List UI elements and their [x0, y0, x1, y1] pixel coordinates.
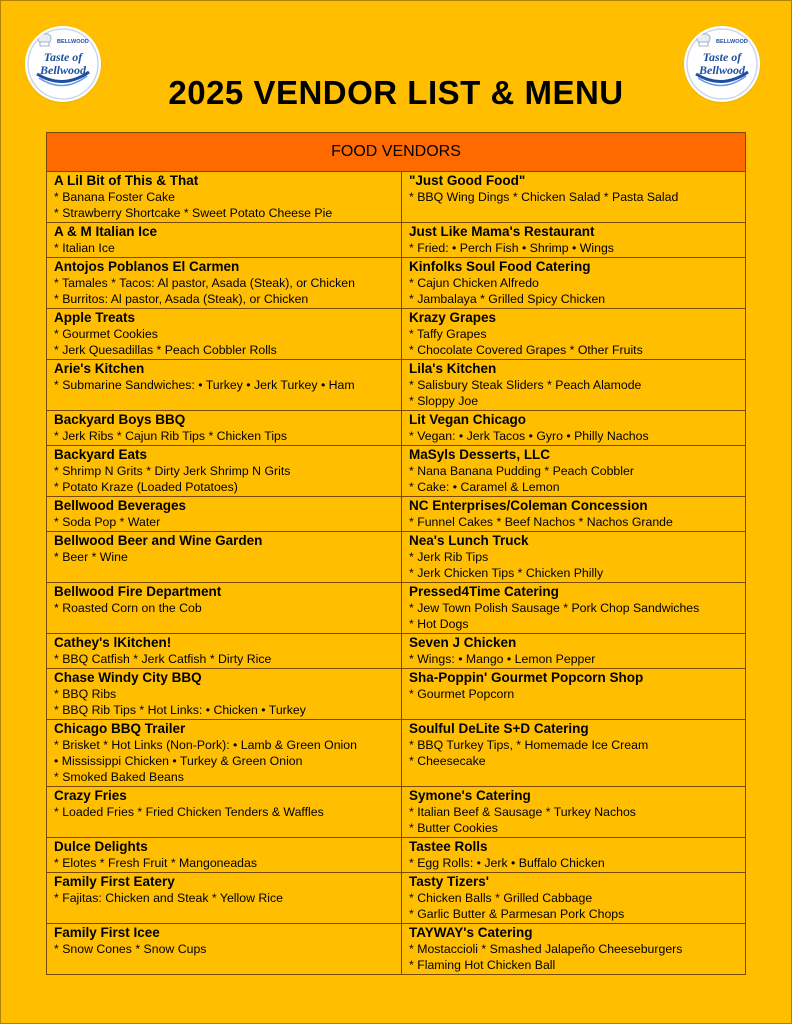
- vendor-name: Tastee Rolls: [409, 839, 488, 854]
- vendor-name: "Just Good Food": [409, 173, 526, 188]
- menu-item-line: * Jerk Ribs * Cajun Rib Tips * Chicken Tips: [54, 429, 288, 443]
- menu-item-line: * Strawberry Shortcake * Sweet Potato Cheese Pie: [54, 206, 333, 220]
- vendor-cell: [47, 258, 402, 309]
- vendor-name: Backyard Boys BBQ: [54, 412, 186, 427]
- vendor-cell: [402, 497, 746, 532]
- vendor-name: Sha-Poppin' Gourmet Popcorn Shop: [409, 670, 644, 685]
- menu-item-line: * Garlic Butter & Parmesan Pork Chops: [409, 907, 625, 921]
- vendor-cell: [47, 223, 402, 258]
- vendor-name: Just Like Mama's Restaurant: [409, 224, 595, 239]
- menu-item-line: * Soda Pop * Water: [54, 515, 161, 529]
- vendor-name: Bellwood Beverages: [54, 498, 187, 513]
- menu-item-line: * Hot Dogs: [409, 617, 469, 631]
- food-vendors-table: [46, 132, 746, 975]
- vendor-cell: [47, 497, 402, 532]
- menu-item-line: * Funnel Cakes * Beef Nachos * Nachos Grande: [409, 515, 673, 529]
- vendor-name: Antojos Poblanos El Carmen: [54, 259, 240, 274]
- vendor-cell: [47, 634, 402, 669]
- logo-top-text: BELLWOOD: [57, 39, 89, 45]
- menu-item-line: * Mostaccioli * Smashed Jalapeño Cheeseburgers: [409, 942, 683, 956]
- menu-item-line: * Chocolate Covered Grapes * Other Fruits: [409, 343, 643, 357]
- vendor-name: Bellwood Beer and Wine Garden: [54, 533, 263, 548]
- vendor-cell: [402, 720, 746, 787]
- vendor-cell: [402, 258, 746, 309]
- menu-item-line: * Brisket * Hot Links (Non-Pork): • Lamb & Green Onion: [54, 738, 357, 752]
- vendor-name: Lit Vegan Chicago: [409, 412, 527, 427]
- vendor-cell: [47, 583, 402, 634]
- logo-line2: Bellwood: [698, 63, 746, 77]
- menu-item-line: * Tamales * Tacos: Al pastor, Asada (Steak), or Chicken: [54, 276, 355, 290]
- menu-item-line: * BBQ Turkey Tips, * Homemade Ice Cream: [409, 738, 649, 752]
- menu-item-line: * Jerk Quesadillas * Peach Cobbler Rolls: [54, 343, 277, 357]
- table-row: [47, 446, 746, 497]
- table-row: [47, 258, 746, 309]
- table-row: [47, 669, 746, 720]
- vendor-name: Pressed4Time Catering: [409, 584, 559, 599]
- menu-item-line: * Fajitas: Chicken and Steak * Yellow Rice: [54, 891, 283, 905]
- vendor-name: Tasty Tizers': [409, 874, 489, 889]
- logo-line1: Taste of: [702, 50, 742, 64]
- vendor-name: Krazy Grapes: [409, 310, 497, 325]
- menu-item-line: * Submarine Sandwiches: • Turkey • Jerk Turkey • Ham: [54, 378, 355, 392]
- vendor-cell: [47, 172, 402, 223]
- page-title: 2025 VENDOR LIST & MENU: [168, 74, 624, 111]
- vendor-name: Soulful DeLite S+D Catering: [409, 721, 589, 736]
- vendor-name: Seven J Chicken: [409, 635, 517, 650]
- vendor-name: Backyard Eats: [54, 447, 148, 462]
- menu-item-line: * Flaming Hot Chicken Ball: [409, 958, 556, 972]
- menu-item-line: * Jerk Chicken Tips * Chicken Philly: [409, 566, 604, 580]
- vendor-name: NC Enterprises/Coleman Concession: [409, 498, 648, 513]
- menu-item-line: • Mississippi Chicken • Turkey & Green Onion: [54, 754, 303, 768]
- menu-item-line: * Wings: • Mango • Lemon Pepper: [409, 652, 596, 666]
- menu-item-line: * Beer * Wine: [54, 550, 128, 564]
- vendor-cell: [402, 411, 746, 446]
- logo-line2: Bellwood: [39, 63, 87, 77]
- vendor-name: Family First Eatery: [54, 874, 175, 889]
- menu-item-line: * Salisbury Steak Sliders * Peach Alamode: [409, 378, 642, 392]
- vendor-cell: [47, 720, 402, 787]
- vendor-name: Family First Icee: [54, 925, 160, 940]
- vendor-name: Symone's Catering: [409, 788, 531, 803]
- table-row: [47, 497, 746, 532]
- menu-item-line: * Jambalaya * Grilled Spicy Chicken: [409, 292, 606, 306]
- menu-item-line: * Cake: • Caramel & Lemon: [409, 480, 560, 494]
- menu-item-line: * Jerk Rib Tips: [409, 550, 489, 564]
- table-row: [47, 838, 746, 873]
- vendor-cell: [402, 532, 746, 583]
- vendor-cell: [402, 223, 746, 258]
- table-row: [47, 411, 746, 446]
- menu-item-line: * Smoked Baked Beans: [54, 770, 184, 784]
- table-row: [47, 873, 746, 924]
- vendor-name: Arie's Kitchen: [54, 361, 145, 376]
- vendor-cell: [402, 838, 746, 873]
- menu-item-line: * Vegan: • Jerk Tacos • Gyro • Philly Nachos: [409, 429, 649, 443]
- menu-item-line: * Cajun Chicken Alfredo: [409, 276, 539, 290]
- menu-item-line: * BBQ Rib Tips * Hot Links: • Chicken • Turkey: [54, 703, 306, 717]
- table-row: [47, 634, 746, 669]
- menu-item-line: * Shrimp N Grits * Dirty Jerk Shrimp N Grits: [54, 464, 291, 478]
- menu-item-line: * Potato Kraze (Loaded Potatoes): [54, 480, 238, 494]
- vendor-cell: [402, 669, 746, 720]
- vendor-cell: [402, 309, 746, 360]
- menu-item-line: * Gourmet Cookies: [54, 327, 158, 341]
- vendor-name: Chicago BBQ Trailer: [54, 721, 186, 736]
- menu-item-line: * Banana Foster Cake: [54, 190, 175, 204]
- menu-item-line: * BBQ Wing Dings * Chicken Salad * Pasta Salad: [409, 190, 679, 204]
- vendor-cell: [402, 787, 746, 838]
- table-row: [47, 924, 746, 975]
- table-row: [47, 532, 746, 583]
- vendor-cell: [402, 446, 746, 497]
- vendor-cell: [47, 924, 402, 975]
- table-row: [47, 223, 746, 258]
- menu-item-line: * Fried: • Perch Fish • Shrimp • Wings: [409, 241, 614, 255]
- vendor-rows: [47, 172, 746, 975]
- vendor-cell: [402, 583, 746, 634]
- menu-item-line: * Burritos: Al pastor, Asada (Steak), or Chicken: [54, 292, 309, 306]
- vendor-name: Kinfolks Soul Food Catering: [409, 259, 591, 274]
- vendor-cell: [47, 309, 402, 360]
- vendor-name: Chase Windy City BBQ: [54, 670, 202, 685]
- menu-item-line: * BBQ Ribs: [54, 687, 117, 701]
- vendor-name: Cathey's lKitchen!: [54, 635, 172, 650]
- vendor-name: Dulce Delights: [54, 839, 148, 854]
- menu-item-line: * Chicken Balls * Grilled Cabbage: [409, 891, 593, 905]
- logo-top-text: BELLWOOD: [716, 39, 748, 45]
- menu-item-line: * Taffy Grapes: [409, 327, 487, 341]
- table-row: [47, 720, 746, 787]
- vendor-cell: [47, 838, 402, 873]
- vendor-cell: [47, 360, 402, 411]
- menu-item-line: * Egg Rolls: • Jerk • Buffalo Chicken: [409, 856, 605, 870]
- logo-line1: Taste of: [43, 50, 83, 64]
- vendor-cell: [402, 924, 746, 975]
- table-row: [47, 360, 746, 411]
- vendor-name: Bellwood Fire Department: [54, 584, 222, 599]
- food-vendors-header: FOOD VENDORS: [47, 133, 746, 172]
- vendor-name: MaSyls Desserts, LLC: [409, 447, 551, 462]
- table-header-row: [47, 133, 746, 172]
- menu-item-line: * Italian Beef & Sausage * Turkey Nachos: [409, 805, 636, 819]
- menu-item-line: * Cheesecake: [409, 754, 486, 768]
- menu-item-line: * Elotes * Fresh Fruit * Mangoneadas: [54, 856, 258, 870]
- vendor-cell: [47, 669, 402, 720]
- menu-item-line: * Gourmet Popcorn: [409, 687, 515, 701]
- table-row: [47, 309, 746, 360]
- vendor-name: A & M Italian Ice: [54, 224, 158, 239]
- vendor-cell: [47, 532, 402, 583]
- menu-item-line: * Loaded Fries * Fried Chicken Tenders & Waffles: [54, 805, 324, 819]
- vendor-cell: [47, 873, 402, 924]
- vendor-name: Apple Treats: [54, 310, 136, 325]
- vendor-name: A Lil Bit of This & That: [54, 173, 199, 188]
- vendor-name: Crazy Fries: [54, 788, 127, 803]
- menu-item-line: * Nana Banana Pudding * Peach Cobbler: [409, 464, 634, 478]
- table-row: [47, 583, 746, 634]
- vendor-cell: [402, 360, 746, 411]
- menu-item-line: * Italian Ice: [54, 241, 115, 255]
- table-row: [47, 787, 746, 838]
- vendor-name: TAYWAY's Catering: [409, 925, 533, 940]
- vendor-name: Lila's Kitchen: [409, 361, 497, 376]
- vendor-cell: [402, 172, 746, 223]
- menu-item-line: * Butter Cookies: [409, 821, 498, 835]
- menu-item-line: * Snow Cones * Snow Cups: [54, 942, 207, 956]
- vendor-cell: [402, 873, 746, 924]
- menu-item-line: * Jew Town Polish Sausage * Pork Chop Sandwiches: [409, 601, 700, 615]
- menu-item-line: * Sloppy Joe: [409, 394, 479, 408]
- vendor-name: Nea's Lunch Truck: [409, 533, 529, 548]
- menu-item-line: * BBQ Catfish * Jerk Catfish * Dirty Rice: [54, 652, 272, 666]
- vendor-cell: [47, 446, 402, 497]
- table-row: [47, 172, 746, 223]
- vendor-cell: [47, 787, 402, 838]
- vendor-cell: [47, 411, 402, 446]
- vendor-cell: [402, 634, 746, 669]
- menu-item-line: * Roasted Corn on the Cob: [54, 601, 202, 615]
